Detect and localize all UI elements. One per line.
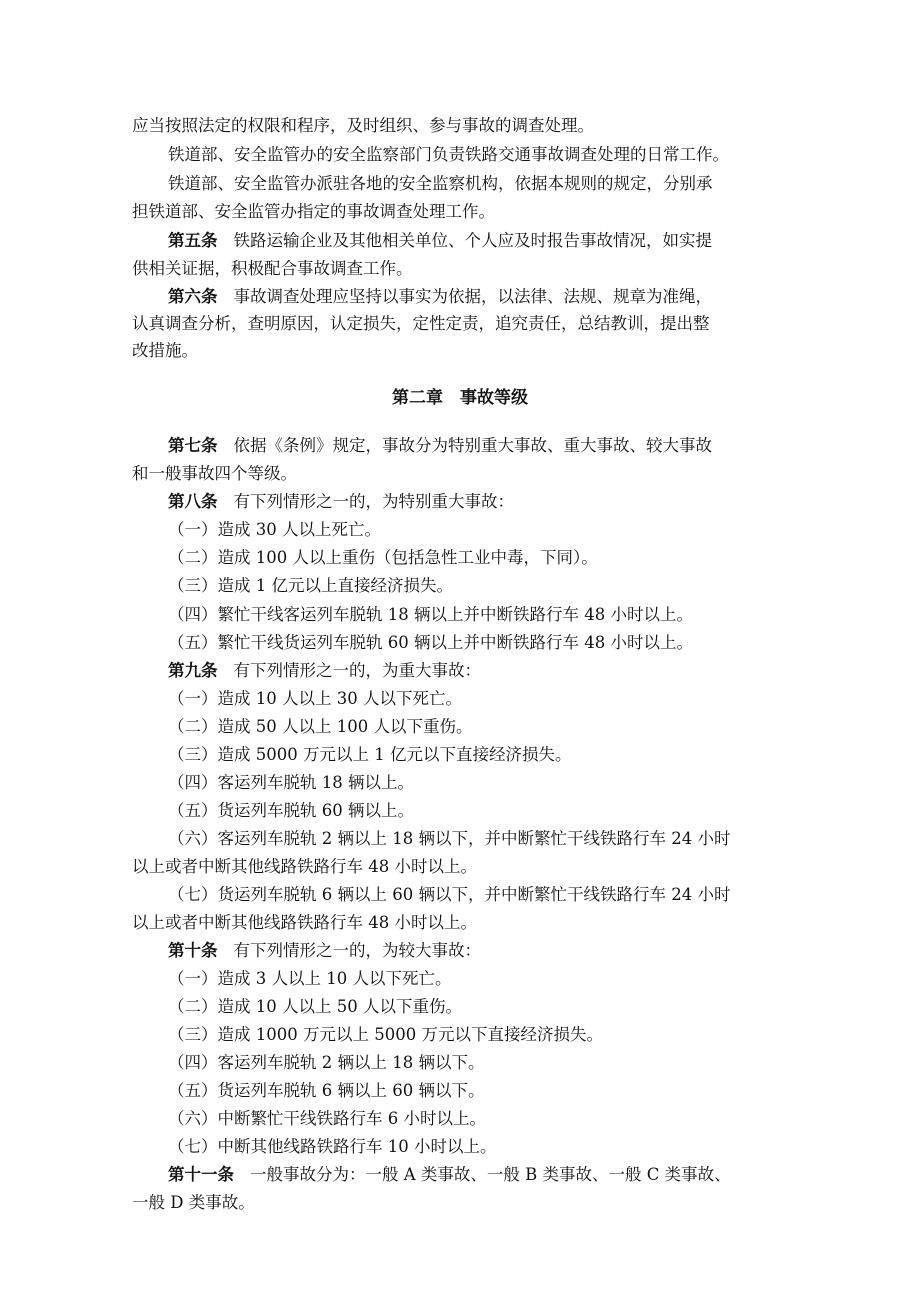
list-item: （三）造成 1000 万元以上 5000 万元以下直接经济损失。 bbox=[168, 1025, 603, 1044]
article-9-title: 第九条 bbox=[168, 661, 218, 680]
list-item: （四）客运列车脱轨 18 辆以上。 bbox=[168, 773, 414, 792]
list-item-continuation: 以上或者中断其他线路铁路行车 48 小时以上。 bbox=[132, 857, 477, 876]
paragraph-line: 和一般事故四个等级。 bbox=[132, 464, 297, 483]
list-item: （一）造成 30 人以上死亡。 bbox=[168, 520, 381, 539]
list-item: （二）造成 100 人以上重伤（包括急性工业中毒，下同）。 bbox=[168, 548, 598, 567]
list-item-continuation: 以上或者中断其他线路铁路行车 48 小时以上。 bbox=[132, 913, 477, 932]
paragraph-line: 认真调查分析，查明原因，认定损失，定性定责，追究责任，总结教训，提出整 bbox=[132, 314, 710, 333]
article-5-text: 铁路运输企业及其他相关单位、个人应及时报告事故情况，如实提 bbox=[233, 231, 712, 250]
article-9-intro: 有下列情形之一的，为重大事故： bbox=[233, 661, 481, 680]
paragraph-line: 应当按照法定的权限和程序，及时组织、参与事故的调查处理。 bbox=[132, 116, 594, 135]
article-10-line bbox=[168, 937, 481, 965]
article-6-line bbox=[168, 283, 712, 311]
article-10-intro: 有下列情形之一的，为较大事故： bbox=[233, 941, 481, 960]
article-8-intro: 有下列情形之一的，为特别重大事故： bbox=[233, 492, 514, 511]
paragraph-line: 铁道部、安全监管办派驻各地的安全监察机构，依据本规则的规定，分别承 bbox=[168, 174, 713, 193]
article-10-title: 第十条 bbox=[168, 941, 218, 960]
article-5-line bbox=[168, 227, 712, 255]
article-11-title: 第十一条 bbox=[168, 1165, 234, 1184]
list-item: （二）造成 50 人以上 100 人以下重伤。 bbox=[168, 717, 473, 736]
list-item: （五）货运列车脱轨 60 辆以上。 bbox=[168, 801, 414, 820]
list-item: （五）货运列车脱轨 6 辆以上 60 辆以下。 bbox=[168, 1081, 485, 1100]
list-item: （二）造成 10 人以上 50 人以下重伤。 bbox=[168, 997, 462, 1016]
article-7-text: 依据《条例》规定，事故分为特别重大事故、重大事故、较大事故 bbox=[233, 436, 712, 455]
article-7-title: 第七条 bbox=[168, 436, 218, 455]
article-6-text: 事故调查处理应坚持以事实为依据，以法律、法规、规章为准绳， bbox=[233, 287, 712, 306]
paragraph-line: 担铁道部、安全监管办指定的事故调查处理工作。 bbox=[132, 202, 495, 221]
list-item: （六）中断繁忙干线铁路行车 6 小时以上。 bbox=[168, 1109, 486, 1128]
paragraph-line: 一般 D 类事故。 bbox=[132, 1193, 255, 1212]
article-7-line bbox=[168, 432, 712, 460]
list-item: （一）造成 3 人以上 10 人以下死亡。 bbox=[168, 969, 452, 988]
article-9-line bbox=[168, 657, 481, 685]
article-11-text: 一般事故分为：一般 A 类事故、一般 B 类事故、一般 C 类事故、 bbox=[250, 1165, 731, 1184]
list-item: （五）繁忙干线货运列车脱轨 60 辆以上并中断铁路行车 48 小时以上。 bbox=[168, 633, 693, 652]
list-item: （六）客运列车脱轨 2 辆以上 18 辆以下，并中断繁忙干线铁路行车 24 小时 bbox=[168, 829, 731, 848]
list-item: （七）中断其他线路铁路行车 10 小时以上。 bbox=[168, 1137, 497, 1156]
list-item: （三）造成 5000 万元以上 1 亿元以下直接经济损失。 bbox=[168, 745, 572, 764]
list-item: （一）造成 10 人以上 30 人以下死亡。 bbox=[168, 689, 462, 708]
list-item: （七）货运列车脱轨 6 辆以上 60 辆以下，并中断繁忙干线铁路行车 24 小时 bbox=[168, 885, 731, 904]
list-item: （四）客运列车脱轨 2 辆以上 18 辆以下。 bbox=[168, 1053, 485, 1072]
paragraph-line: 铁道部、安全监管办的安全监察部门负责铁路交通事故调查处理的日常工作。 bbox=[168, 145, 729, 164]
article-6-title: 第六条 bbox=[168, 287, 218, 306]
article-5-title: 第五条 bbox=[168, 231, 218, 250]
article-11-line bbox=[168, 1161, 731, 1189]
article-8-line bbox=[168, 488, 514, 516]
list-item: （四）繁忙干线客运列车脱轨 18 辆以上并中断铁路行车 48 小时以上。 bbox=[168, 605, 693, 624]
chapter-heading: 第二章 事故等级 bbox=[392, 388, 528, 408]
article-8-title: 第八条 bbox=[168, 492, 218, 511]
list-item: （三）造成 1 亿元以上直接经济损失。 bbox=[168, 576, 453, 595]
paragraph-line: 供相关证据，积极配合事故调查工作。 bbox=[132, 259, 413, 278]
paragraph-line: 改措施。 bbox=[132, 341, 198, 360]
